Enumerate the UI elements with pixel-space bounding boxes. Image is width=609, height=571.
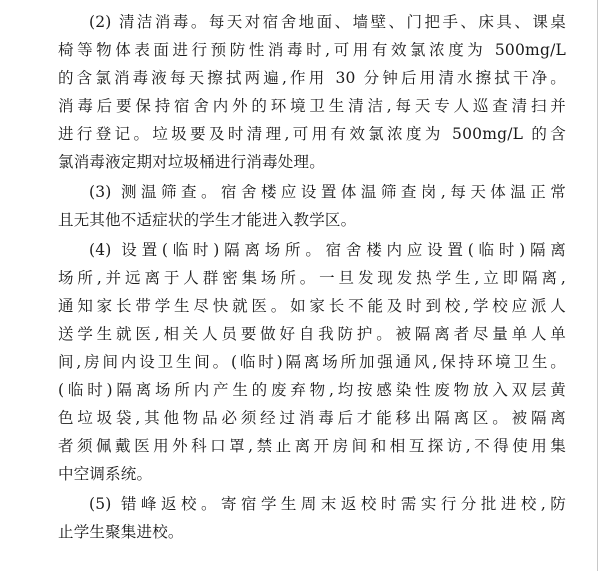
- text-line: (3) 测温筛查。宿舍楼应设置体温筛查岗,每天体温正常: [89, 183, 566, 201]
- text-line: 者须佩戴医用外科口罩,禁止离开房间和相互探访,不得使用集: [58, 437, 566, 455]
- paragraph-isolation-area: [58, 236, 566, 488]
- document-body: [58, 8, 566, 546]
- text-line: 场所,并远离于人群密集场所。一旦发现发热学生,立即隔离,: [58, 269, 566, 287]
- text-line: 中空调系统。: [58, 465, 153, 483]
- text-line: 的含氯消毒液每天擦拭两遍,作用 30 分钟后用清水擦拭干净。: [58, 69, 566, 87]
- text-line: 椅等物体表面进行预防性消毒时,可用有效氯浓度为 500mg/L: [58, 41, 566, 59]
- paragraph-temperature-screening: [58, 178, 566, 234]
- text-line: (临时)隔离场所内产生的废弃物,均按感染性废物放入双层黄: [58, 381, 566, 399]
- text-line: (4) 设置(临时)隔离场所。宿舍楼内应设置(临时)隔离: [89, 241, 566, 259]
- text-line: 送学生就医,相关人员要做好自我防护。被隔离者尽量单人单: [58, 325, 566, 343]
- text-line: (2) 清洁消毒。每天对宿舍地面、墙壁、门把手、床具、课桌: [89, 13, 566, 31]
- text-line: 间,房间内设卫生间。(临时)隔离场所加强通风,保持环境卫生。: [58, 353, 566, 371]
- text-line: 色垃圾袋,其他物品必须经过消毒后才能移出隔离区。被隔离: [58, 409, 566, 427]
- text-line: 进行登记。垃圾要及时清理,可用有效氯浓度为 500mg/L 的含: [58, 125, 566, 143]
- paragraph-staggered-return: [58, 490, 566, 546]
- text-line: 且无其他不适症状的学生才能进入教学区。: [58, 211, 357, 229]
- paragraph-cleaning-disinfection: [58, 8, 566, 176]
- text-line: 氯消毒液定期对垃圾桶进行消毒处理。: [58, 153, 325, 171]
- page-edge-divider: [597, 0, 598, 571]
- text-line: 消毒后要保持宿舍内外的环境卫生清洁,每天专人巡查清扫并: [58, 97, 566, 115]
- text-line: 止学生聚集进校。: [58, 523, 184, 541]
- text-line: 通知家长带学生尽快就医。如家长不能及时到校,学校应派人: [58, 297, 566, 315]
- text-line: (5) 错峰返校。寄宿学生周末返校时需实行分批进校,防: [89, 495, 566, 513]
